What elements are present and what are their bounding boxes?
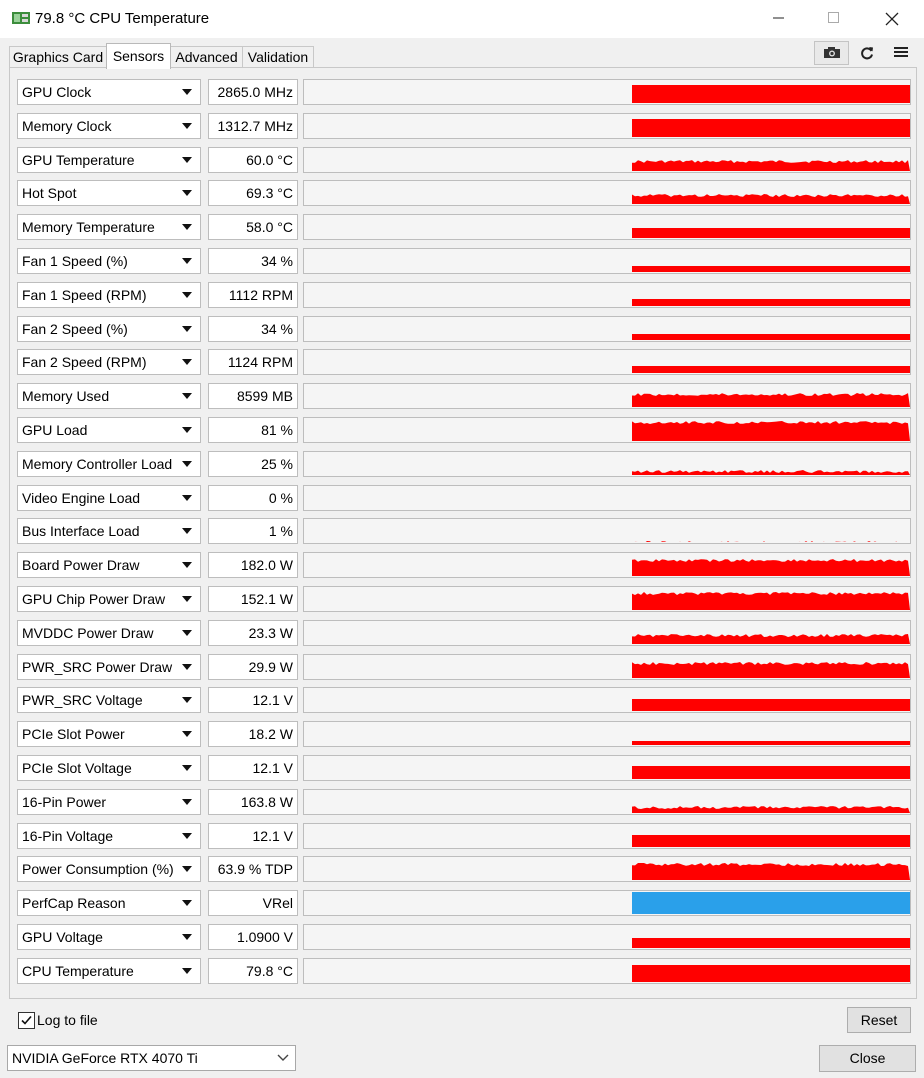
sensor-graph[interactable] xyxy=(303,586,911,612)
dropdown-arrow-icon xyxy=(182,833,192,839)
sensor-row xyxy=(10,586,916,612)
sensor-row xyxy=(10,518,916,544)
sensor-value-box xyxy=(208,417,298,443)
sensor-value: 12.1 V xyxy=(252,760,293,776)
sensor-value: 18.2 W xyxy=(248,726,293,743)
sensor-row xyxy=(10,924,916,950)
close-icon xyxy=(885,12,899,26)
sensor-graph[interactable] xyxy=(303,789,911,815)
sensor-graph[interactable] xyxy=(303,451,911,477)
sensor-graph[interactable] xyxy=(303,485,911,511)
dropdown-arrow-icon xyxy=(182,630,192,636)
tab-advanced[interactable]: Advanced xyxy=(170,46,243,68)
tab-sensors[interactable]: Sensors xyxy=(106,43,171,69)
sensor-name-label: 16-Pin Power xyxy=(22,793,107,810)
sensor-row xyxy=(10,383,916,409)
sensor-row xyxy=(10,654,916,680)
sensor-graph[interactable] xyxy=(303,282,911,308)
sensor-graph-fill xyxy=(632,453,910,475)
sensor-name-label: CPU Temperature xyxy=(22,962,134,979)
sensor-value-box xyxy=(208,248,298,274)
sensor-graph-fill xyxy=(632,119,910,137)
reset-button[interactable]: Reset xyxy=(847,1007,911,1033)
sensor-graph[interactable] xyxy=(303,518,911,544)
sensor-row xyxy=(10,282,916,308)
sensor-value-box xyxy=(208,721,298,747)
sensor-graph-fill xyxy=(632,149,910,171)
sensor-graph[interactable] xyxy=(303,958,911,984)
sensor-row xyxy=(10,687,916,713)
sensor-graph[interactable] xyxy=(303,417,911,443)
sensor-name-dropdown[interactable] xyxy=(17,282,201,308)
sensor-name-label: Memory Temperature xyxy=(22,219,155,236)
sensor-name-dropdown[interactable] xyxy=(17,147,201,173)
camera-icon xyxy=(823,46,841,59)
sensor-value-box xyxy=(208,856,298,882)
sensor-value: 1 % xyxy=(268,523,293,540)
sensor-name-label: Fan 1 Speed (RPM) xyxy=(22,286,147,303)
sensor-value-box xyxy=(208,349,298,375)
sensor-value-box xyxy=(208,147,298,173)
sensor-value: 182.0 W xyxy=(240,557,293,574)
sensor-name-dropdown[interactable] xyxy=(17,789,201,815)
sensor-row xyxy=(10,958,916,984)
sensor-row xyxy=(10,721,916,747)
sensor-name-label: PWR_SRC Power Draw xyxy=(22,658,173,675)
sensor-row xyxy=(10,789,916,815)
sensor-value-box xyxy=(208,316,298,342)
sensor-graph[interactable] xyxy=(303,79,911,105)
sensor-row xyxy=(10,620,916,646)
sensor-name-label: Bus Interface Load xyxy=(22,523,140,540)
sensor-graph-fill xyxy=(632,858,910,880)
sensor-name-dropdown[interactable] xyxy=(17,349,201,375)
gpu-select-dropdown[interactable] xyxy=(7,1045,296,1071)
sensor-row xyxy=(10,79,916,105)
sensor-graph-fill xyxy=(632,938,910,948)
sensor-value-box xyxy=(208,620,298,646)
sensor-value: 23.3 W xyxy=(248,624,293,641)
sensor-name-dropdown[interactable] xyxy=(17,79,201,105)
tab-bar xyxy=(0,38,924,68)
sensor-name-dropdown[interactable] xyxy=(17,755,201,781)
sensor-row xyxy=(10,417,916,443)
minimize-button[interactable] xyxy=(756,0,802,38)
title-bar xyxy=(0,0,924,38)
sensor-name-dropdown[interactable] xyxy=(17,958,201,984)
sensor-value-box xyxy=(208,958,298,984)
sensor-value-box xyxy=(208,890,298,916)
sensor-name-dropdown[interactable] xyxy=(17,417,201,443)
sensor-value-box xyxy=(208,282,298,308)
sensor-graph-fill xyxy=(632,622,910,644)
dropdown-arrow-icon xyxy=(182,697,192,703)
sensor-value-box xyxy=(208,552,298,578)
sensor-name-dropdown[interactable] xyxy=(17,248,201,274)
sensor-name-label: PCIe Slot Power xyxy=(22,726,125,743)
sensor-name-label: Memory Controller Load xyxy=(22,455,173,472)
sensor-graph-fill xyxy=(632,366,910,373)
sensor-value-box xyxy=(208,823,298,849)
sensor-value: VRel xyxy=(262,895,293,912)
sensor-value: 163.8 W xyxy=(240,793,293,810)
sensor-graph[interactable] xyxy=(303,823,911,849)
sensor-graph-fill xyxy=(632,520,910,542)
log-to-file-label: Log to file xyxy=(37,1012,98,1028)
sensor-graph[interactable] xyxy=(303,552,911,578)
sensor-name-dropdown[interactable] xyxy=(17,518,201,544)
sensor-name-dropdown[interactable] xyxy=(17,316,201,342)
sensor-graph-fill xyxy=(632,266,910,272)
dropdown-arrow-icon xyxy=(182,258,192,264)
sensor-graph[interactable] xyxy=(303,383,911,409)
dropdown-arrow-icon xyxy=(182,393,192,399)
sensor-name-label: GPU Temperature xyxy=(22,151,135,168)
sensor-name-label: Fan 2 Speed (%) xyxy=(22,320,128,337)
window-title: 79.8 °C CPU Temperature xyxy=(35,10,210,27)
dropdown-arrow-icon xyxy=(182,427,192,433)
sensor-value: 25 % xyxy=(261,455,293,472)
sensor-graph-fill xyxy=(632,766,910,779)
sensor-name-label: Memory Used xyxy=(22,388,110,405)
sensor-value-box xyxy=(208,180,298,206)
sensor-graph-fill xyxy=(632,299,910,306)
sensor-graph[interactable] xyxy=(303,113,911,139)
sensor-row xyxy=(10,214,916,240)
sensor-graph-fill xyxy=(632,419,910,441)
sensor-graph-fill xyxy=(632,85,910,103)
sensor-value-box xyxy=(208,654,298,680)
dropdown-arrow-icon xyxy=(182,562,192,568)
sensor-graph-fill xyxy=(632,182,910,204)
sensor-graph[interactable] xyxy=(303,856,911,882)
sensor-value: 60.0 °C xyxy=(246,151,293,168)
sensor-value: 69.3 °C xyxy=(246,185,293,202)
sensor-name-label: GPU Voltage xyxy=(22,929,103,945)
sensor-graph-fill xyxy=(632,588,910,610)
sensor-row xyxy=(10,316,916,342)
sensor-value-box xyxy=(208,789,298,815)
dropdown-arrow-icon xyxy=(182,968,192,974)
sensor-name-label: Fan 1 Speed (%) xyxy=(22,253,128,269)
sensor-value-box xyxy=(208,586,298,612)
sensor-value: 29.9 W xyxy=(248,658,293,675)
sensor-graph-fill xyxy=(632,385,910,407)
dropdown-arrow-icon xyxy=(182,157,192,163)
sensor-value: 1112 RPM xyxy=(228,286,293,303)
sensor-graph-fill xyxy=(632,656,910,678)
screenshot-button[interactable] xyxy=(814,41,849,65)
menu-button[interactable] xyxy=(886,41,915,65)
sensor-name-label: GPU Clock xyxy=(22,84,92,100)
sensor-value-box xyxy=(208,79,298,105)
sensor-row xyxy=(10,552,916,578)
sensor-name-label: PWR_SRC Voltage xyxy=(22,692,143,709)
sensor-name-dropdown[interactable] xyxy=(17,890,201,916)
dropdown-arrow-icon xyxy=(182,292,192,298)
sensor-name-dropdown[interactable] xyxy=(17,214,201,240)
sensor-row xyxy=(10,823,916,849)
sensor-name-label: Power Consumption (%) xyxy=(22,861,174,878)
log-to-file-checkbox[interactable] xyxy=(18,1012,35,1029)
chevron-down-icon xyxy=(277,1052,289,1062)
sensor-value: 1312.7 MHz xyxy=(217,117,293,134)
sensor-row xyxy=(10,349,916,375)
sensor-graph[interactable] xyxy=(303,180,911,206)
sensor-value: 12.1 V xyxy=(252,827,293,844)
close-button[interactable]: Close xyxy=(819,1045,916,1072)
sensor-name-dropdown[interactable] xyxy=(17,451,201,477)
maximize-icon xyxy=(828,12,840,24)
gpu-z-app-icon xyxy=(12,11,30,25)
sensor-value-box xyxy=(208,755,298,781)
sensor-value: 58.0 °C xyxy=(246,219,293,236)
refresh-icon xyxy=(860,46,874,60)
dropdown-arrow-icon xyxy=(182,799,192,805)
sensor-name-label: Board Power Draw xyxy=(22,557,140,574)
sensor-value-box xyxy=(208,451,298,477)
sensor-name-dropdown[interactable] xyxy=(17,654,201,680)
sensor-graph-fill xyxy=(632,699,910,711)
sensor-value: 63.9 % TDP xyxy=(217,861,293,878)
sensor-graph[interactable] xyxy=(303,248,911,274)
sensor-name-dropdown[interactable] xyxy=(17,687,201,713)
hamburger-menu-icon xyxy=(894,46,908,58)
sensor-value: 0 % xyxy=(268,489,293,506)
dropdown-arrow-icon xyxy=(182,934,192,940)
sensor-graph-fill xyxy=(632,965,910,982)
minimize-icon xyxy=(773,12,785,24)
sensor-value: 152.1 W xyxy=(240,591,293,607)
close-window-button[interactable] xyxy=(869,0,915,38)
dropdown-arrow-icon xyxy=(182,359,192,365)
sensor-graph[interactable] xyxy=(303,890,911,916)
sensor-value-box xyxy=(208,924,298,950)
sensor-graph[interactable] xyxy=(303,147,911,173)
sensor-name-label: Fan 2 Speed (RPM) xyxy=(22,354,147,371)
dropdown-arrow-icon xyxy=(182,224,192,230)
dropdown-arrow-icon xyxy=(182,123,192,129)
sensor-row xyxy=(10,755,916,781)
sensor-graph-fill xyxy=(632,334,910,340)
sensor-value: 1124 RPM xyxy=(227,354,293,371)
dropdown-arrow-icon xyxy=(182,190,192,196)
sensor-name-dropdown[interactable] xyxy=(17,721,201,747)
sensor-value: 12.1 V xyxy=(252,692,293,709)
tab-graphics-card[interactable]: Graphics Card xyxy=(9,46,107,68)
dropdown-arrow-icon xyxy=(182,866,192,872)
sensor-name-dropdown[interactable] xyxy=(17,620,201,646)
sensor-graph[interactable] xyxy=(303,721,911,747)
sensor-graph[interactable] xyxy=(303,687,911,713)
sensor-name-dropdown[interactable] xyxy=(17,485,201,511)
sensor-name-label: Memory Clock xyxy=(22,117,112,134)
sensor-value: 34 % xyxy=(261,320,293,337)
sensor-name-dropdown[interactable] xyxy=(17,856,201,882)
sensor-value: 1.0900 V xyxy=(236,929,293,945)
sensor-name-label: PerfCap Reason xyxy=(22,895,126,912)
sensor-value: 34 % xyxy=(261,253,293,269)
sensor-graph-fill xyxy=(632,892,910,914)
sensor-graph[interactable] xyxy=(303,349,911,375)
dropdown-arrow-icon xyxy=(182,326,192,332)
sensor-name-label: MVDDC Power Draw xyxy=(22,624,154,641)
dropdown-arrow-icon xyxy=(182,596,192,602)
sensor-name-label: GPU Load xyxy=(22,422,88,438)
sensor-name-dropdown[interactable] xyxy=(17,586,201,612)
dropdown-arrow-icon xyxy=(182,731,192,737)
sensor-name-dropdown[interactable] xyxy=(17,823,201,849)
gpu-select-value: NVIDIA GeForce RTX 4070 Ti xyxy=(12,1050,198,1066)
sensor-value-box xyxy=(208,518,298,544)
sensor-value: 79.8 °C xyxy=(246,962,293,979)
dropdown-arrow-icon xyxy=(182,89,192,95)
sensor-row xyxy=(10,113,916,139)
sensor-name-label: 16-Pin Voltage xyxy=(22,827,114,844)
sensor-graph-fill xyxy=(632,228,910,238)
dropdown-arrow-icon xyxy=(182,461,192,467)
dropdown-arrow-icon xyxy=(182,528,192,534)
sensor-graph-fill xyxy=(632,835,910,847)
sensor-graph[interactable] xyxy=(303,755,911,781)
checkmark-icon xyxy=(20,1014,33,1027)
sensor-value-box xyxy=(208,687,298,713)
sensor-row xyxy=(10,248,916,274)
sensor-name-label: PCIe Slot Voltage xyxy=(22,760,132,776)
dropdown-arrow-icon xyxy=(182,664,192,670)
sensor-value: 2865.0 MHz xyxy=(217,84,293,100)
sensors-panel xyxy=(9,67,917,999)
sensor-value-box xyxy=(208,485,298,511)
dropdown-arrow-icon xyxy=(182,900,192,906)
sensor-row xyxy=(10,485,916,511)
sensor-name-dropdown[interactable] xyxy=(17,383,201,409)
sensor-value-box xyxy=(208,113,298,139)
sensor-row xyxy=(10,147,916,173)
sensor-row xyxy=(10,180,916,206)
sensor-graph-fill xyxy=(632,791,910,813)
sensor-graph[interactable] xyxy=(303,654,911,680)
tab-validation[interactable]: Validation xyxy=(242,46,314,68)
sensor-name-label: Video Engine Load xyxy=(22,489,141,506)
sensor-graph-fill xyxy=(632,741,910,745)
dropdown-arrow-icon xyxy=(182,495,192,501)
sensor-value-box xyxy=(208,214,298,240)
sensor-name-label: GPU Chip Power Draw xyxy=(22,591,166,607)
sensor-value: 8599 MB xyxy=(236,388,293,405)
sensor-graph[interactable] xyxy=(303,924,911,950)
dropdown-arrow-icon xyxy=(182,765,192,771)
maximize-button[interactable] xyxy=(811,0,857,38)
sensor-graph[interactable] xyxy=(303,620,911,646)
sensor-name-label: Hot Spot xyxy=(22,185,77,202)
sensor-name-dropdown[interactable] xyxy=(17,180,201,206)
sensor-row xyxy=(10,451,916,477)
sensor-value-box xyxy=(208,383,298,409)
sensor-row xyxy=(10,890,916,916)
sensor-value: 81 % xyxy=(261,422,293,438)
sensor-name-dropdown[interactable] xyxy=(17,552,201,578)
refresh-button[interactable] xyxy=(852,41,881,65)
sensor-row xyxy=(10,856,916,882)
sensor-graph[interactable] xyxy=(303,316,911,342)
sensor-name-dropdown[interactable] xyxy=(17,113,201,139)
sensor-graph-fill xyxy=(632,554,910,576)
sensor-graph[interactable] xyxy=(303,214,911,240)
sensor-name-dropdown[interactable] xyxy=(17,924,201,950)
